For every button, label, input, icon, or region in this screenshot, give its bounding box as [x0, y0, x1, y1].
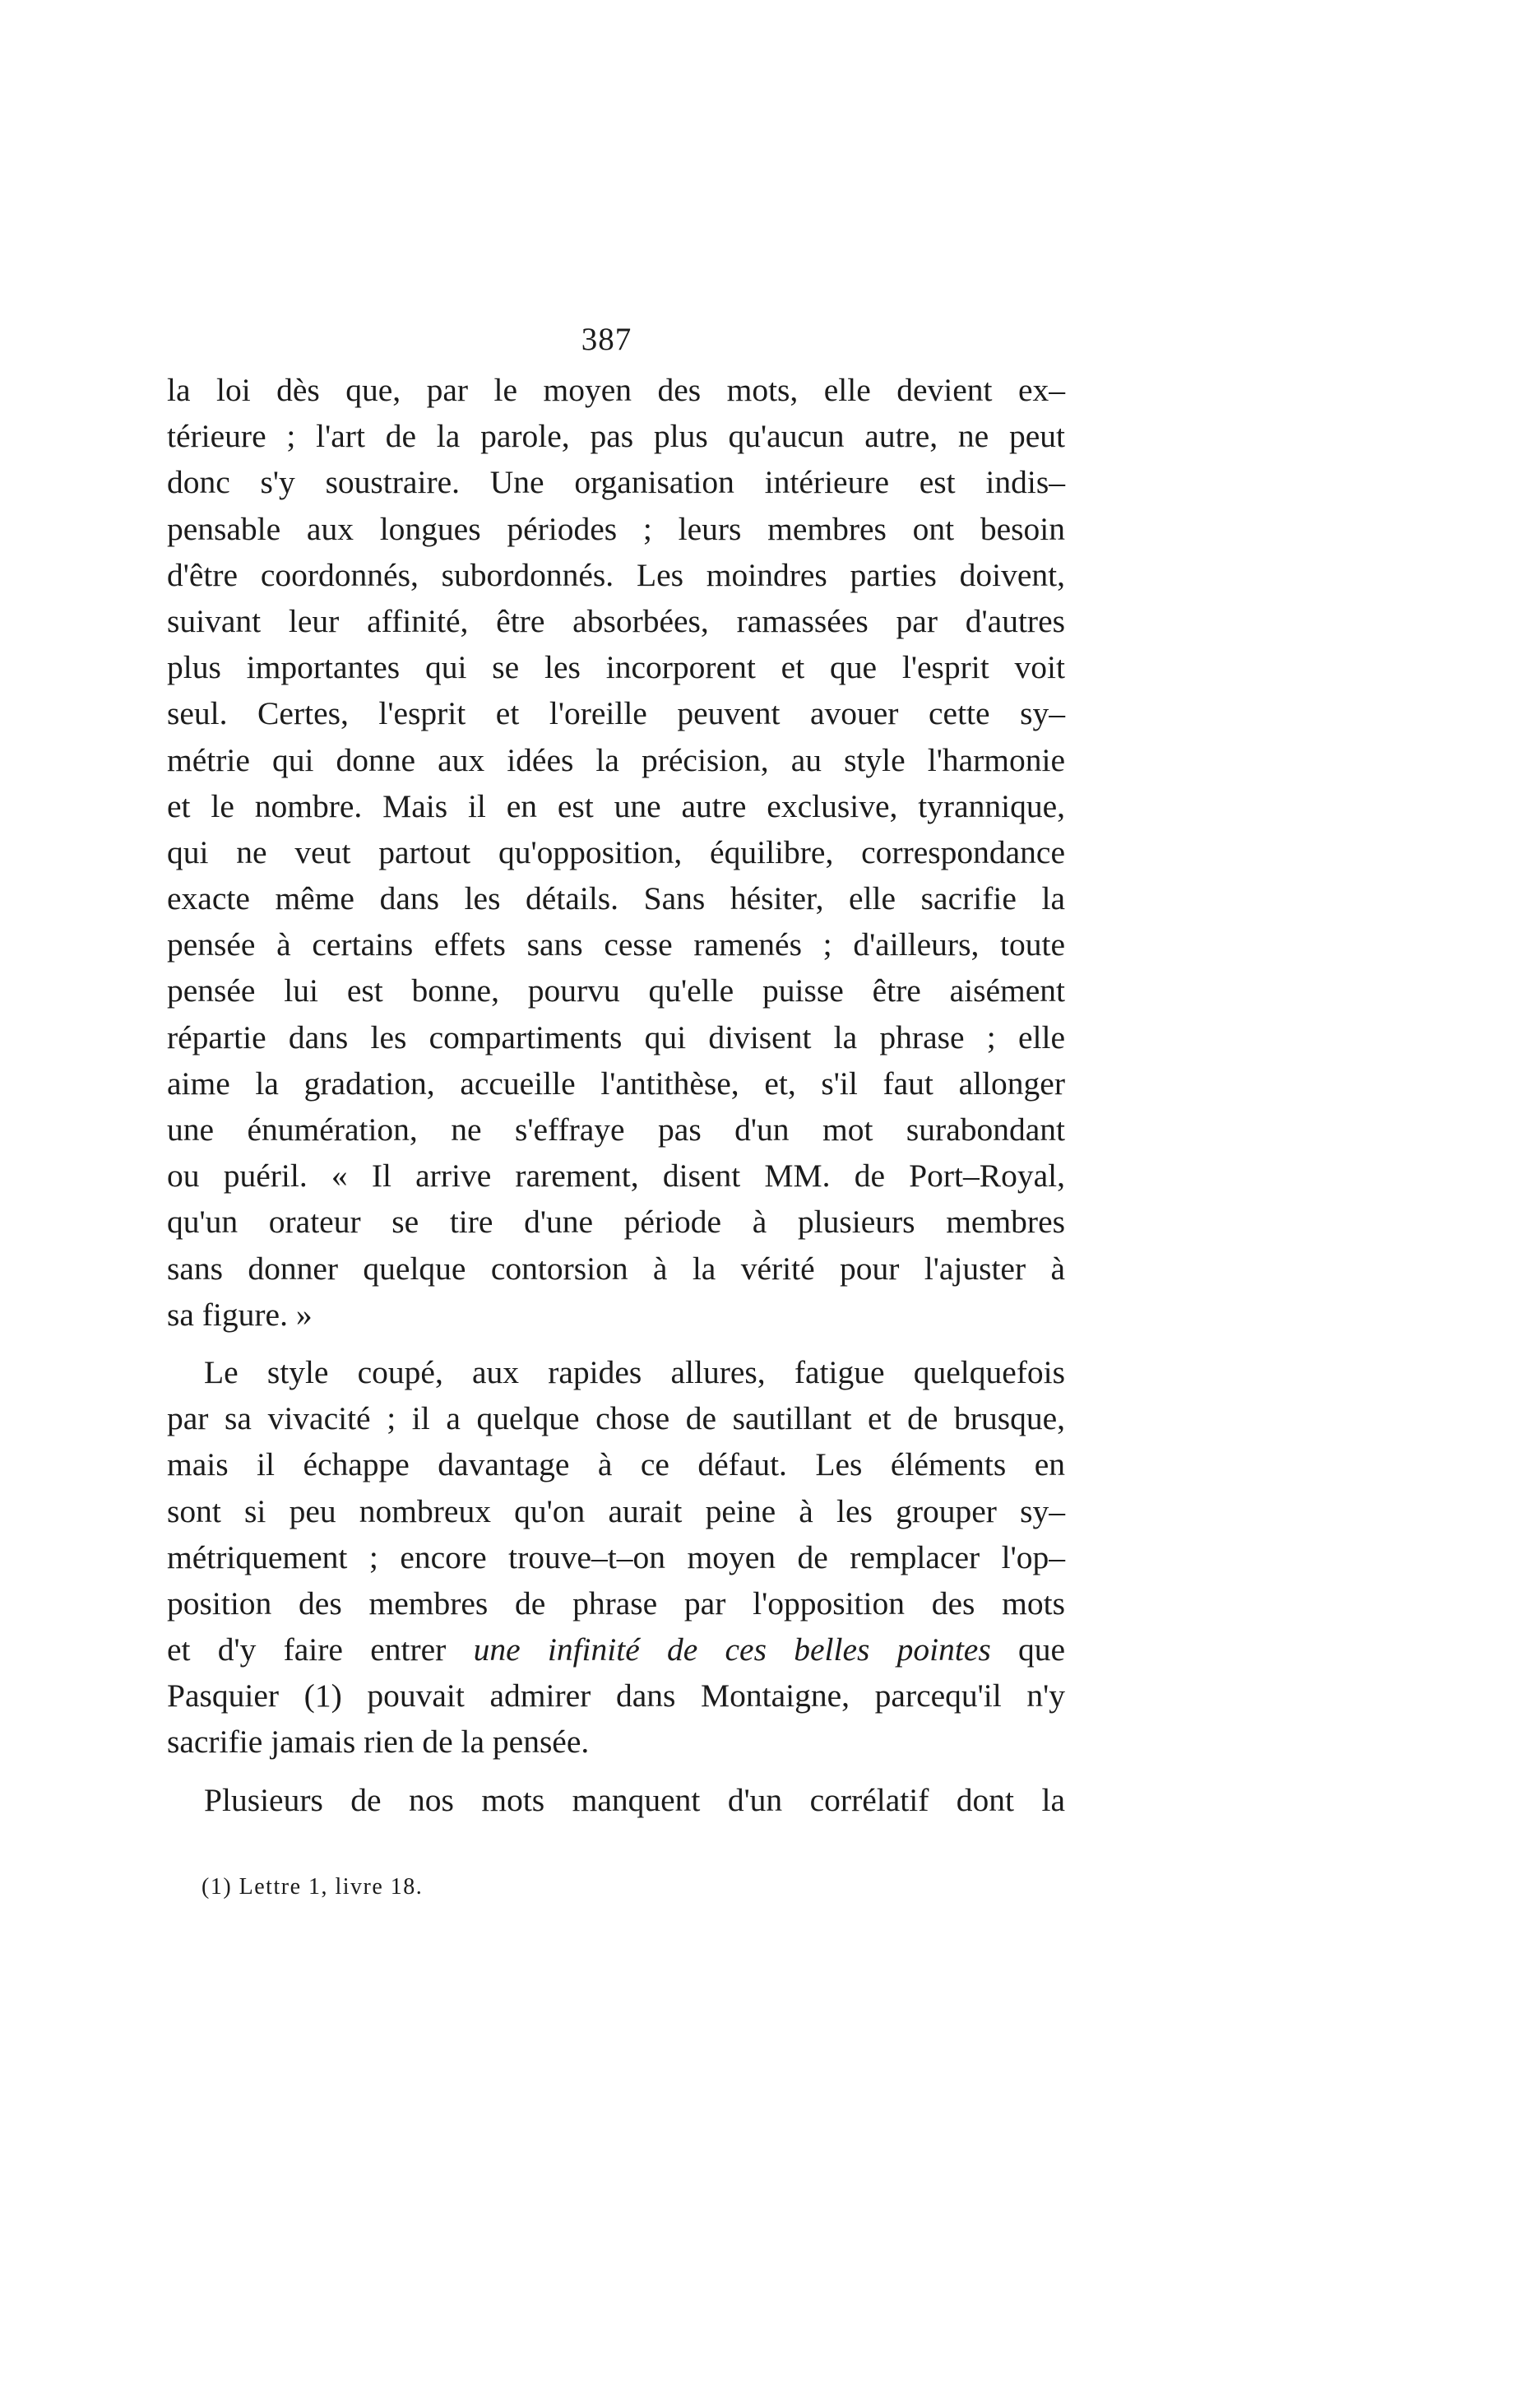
text-line: sans donner quelque contorsion à la vérité pour l'ajuster à: [167, 1250, 1065, 1287]
text-line: térieure ; l'art de la parole, pas plus qu'aucun autre, ne peut: [167, 418, 1065, 455]
text-line-with-italic: [167, 1626, 1065, 1673]
text-line: sa figure. »: [167, 1296, 313, 1333]
paragraph-3: [167, 1777, 1065, 1823]
text-line: d'être coordonnés, subordonnés. Les moindres parties doivent,: [167, 556, 1065, 593]
text-line: sont si peu nombreux qu'on aurait peine à les grouper sy–: [167, 1492, 1065, 1529]
page-number: 387: [581, 322, 632, 357]
footnote: (1) Lettre 1, livre 18.: [202, 1874, 424, 1900]
text-line: pensée lui est bonne, pourvu qu'elle puisse être aisément: [167, 972, 1065, 1009]
line-end: que: [1017, 1631, 1065, 1668]
text-line: pensée à certains effets sans cesse ramenés ; d'ailleurs, toute: [167, 926, 1065, 963]
text-line: Pasquier (1) pouvait admirer dans Montaigne, parcequ'il n'y: [167, 1677, 1065, 1714]
text-line: et le nombre. Mais il en est une autre exclusive, tyrannique,: [167, 787, 1065, 824]
text-line: ou puéril. « Il arrive rarement, disent MM. de Port–Royal,: [167, 1158, 1065, 1195]
text-line: sacrifie jamais rien de la pensée.: [167, 1724, 590, 1761]
text-line: métriquement ; encore trouve–t–on moyen de remplacer l'op–: [167, 1538, 1065, 1575]
text-line: métrie qui donne aux idées la précision, au style l'harmonie: [167, 741, 1065, 778]
text-line: qu'un orateur se tire d'une période à plusieurs membres: [167, 1204, 1065, 1241]
text-line: plus importantes qui se les incorporent et que l'esprit voit: [167, 649, 1065, 686]
text-line: donc s'y soustraire. Une organisation intérieure est indis–: [167, 464, 1065, 501]
text-line: la loi dès que, par le moyen des mots, elle devient ex–: [167, 372, 1065, 408]
text-line: position des membres de phrase par l'opposition des mots: [167, 1584, 1065, 1622]
text-line: pensable aux longues périodes ; leurs membres ont besoin: [167, 510, 1065, 547]
line-start: et d'y faire entrer: [167, 1631, 447, 1668]
paragraph-1: [167, 367, 1065, 1338]
text-line: une énumération, ne s'effraye pas d'un mot surabondant: [167, 1111, 1065, 1148]
text-line: suivant leur affinité, être absorbées, ramassées par d'autres: [167, 602, 1065, 639]
text-line: qui ne veut partout qu'opposition, équilibre, correspondance: [167, 833, 1065, 870]
text-line: Plusieurs de nos mots manquent d'un corrélatif dont la: [204, 1781, 1065, 1818]
text-line: Le style coupé, aux rapides allures, fatigue quelquefois: [204, 1353, 1065, 1390]
paragraph-2: [167, 1349, 1065, 1765]
italic-quotation: une infinité de ces belles pointes: [473, 1631, 991, 1668]
body-text: [167, 367, 1065, 1823]
text-line: répartie dans les compartiments qui divisent la phrase ; elle: [167, 1018, 1065, 1056]
text-line: seul. Certes, l'esprit et l'oreille peuvent avouer cette sy–: [167, 695, 1065, 732]
text-line: mais il échappe davantage à ce défaut. Les éléments en: [167, 1446, 1065, 1483]
text-line: exacte même dans les détails. Sans hésiter, elle sacrifie la: [167, 880, 1065, 917]
text-line: aime la gradation, accueille l'antithèse, et, s'il faut allonger: [167, 1065, 1065, 1102]
text-line: par sa vivacité ; il a quelque chose de sautillant et de brusque,: [167, 1400, 1065, 1437]
